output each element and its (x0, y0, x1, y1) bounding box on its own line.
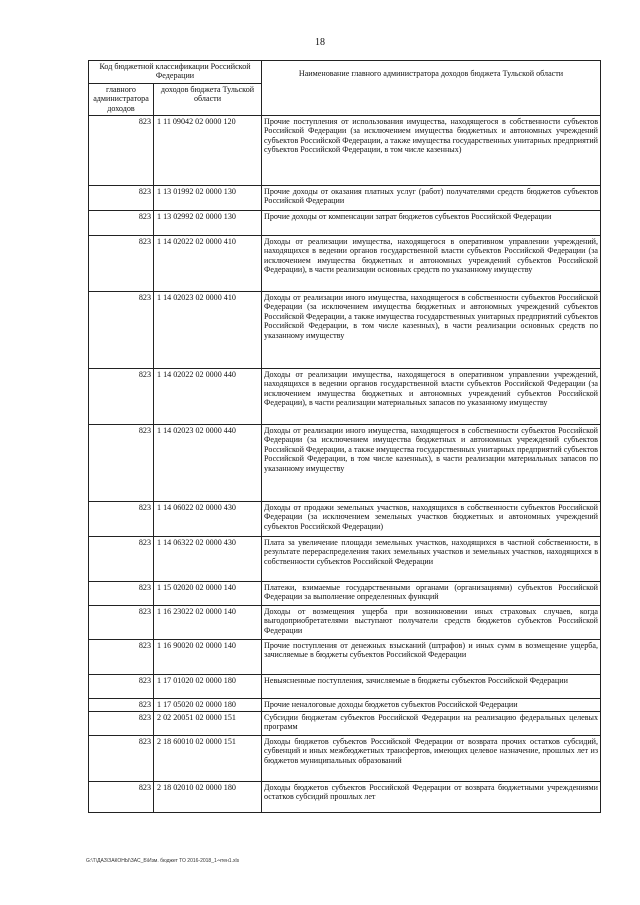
table-row (89, 582, 601, 606)
income-name-cell: Прочие поступления от использования имущества, находящегося в собственности субъектов Российской Федерации (за исключением имущества бюджетных и автономных учреждений субъектов Российской Федерации, а также имущества государственных унитарных предприятий субъектов Российской Федерации, в том числе казенных) (262, 116, 601, 186)
income-admin-table (88, 60, 601, 813)
table-row (89, 699, 601, 712)
admin-code-cell: 823 (89, 186, 154, 211)
admin-code-cell: 823 (89, 537, 154, 582)
table-row (89, 236, 601, 292)
admin-code-cell: 823 (89, 425, 154, 502)
income-code-cell: 1 14 02022 02 0000 410 (154, 236, 262, 292)
file-path-footer: G:\Т\ДАЗ\ЗАКОНЫ\ЗАС_Б\Изм. бюджет ТО 2016-2018_1-чтен1.xls (86, 858, 240, 864)
income-name-cell: Доходы от реализации имущества, находящегося в оперативном управлении учреждений, находящихся в ведении органов государственной власти субъектов Российской Федерации (за исключением имущества бюджетных и автономных учреждений субъектов Российской Федерации), в части реализации материальных запасов по указанному имуществу (262, 369, 601, 425)
header-income: доходов бюджета Тульской области (154, 84, 262, 116)
admin-code-cell: 823 (89, 369, 154, 425)
income-name-cell: Доходы от продажи земельных участков, находящихся в собственности субъектов Российской Федерации (за исключением земельных участков бюджетных и автономных учреждений субъектов Российской Федерации) (262, 502, 601, 537)
income-code-cell: 2 18 02010 02 0000 180 (154, 782, 262, 813)
income-code-cell: 1 16 90020 02 0000 140 (154, 640, 262, 675)
table-row (89, 736, 601, 782)
admin-code-cell: 823 (89, 712, 154, 736)
income-name-cell: Доходы бюджетов субъектов Российской Федерации от возврата бюджетными учреждениями остатков субсидий прошлых лет (262, 782, 601, 813)
income-code-cell: 1 14 06022 02 0000 430 (154, 502, 262, 537)
income-name-cell: Доходы от реализации иного имущества, находящегося в собственности субъектов Российской Федерации (за исключением имущества бюджетных и автономных учреждений субъектов Российской Федерации, а также имущества государственных унитарных предприятий субъектов Российской Федерации, в том числе казенных), в части реализации материальных запасов по указанному имуществу (262, 425, 601, 502)
income-code-cell: 1 17 05020 02 0000 180 (154, 699, 262, 712)
income-name-cell: Прочие доходы от оказания платных услуг (работ) получателями средств бюджетов субъектов Российской Федерации (262, 186, 601, 211)
income-name-cell: Субсидии бюджетам субъектов Российской Федерации на реализацию федеральных целевых программ (262, 712, 601, 736)
admin-code-cell: 823 (89, 675, 154, 699)
table-row (89, 640, 601, 675)
income-name-cell: Прочие поступления от денежных взысканий (штрафов) и иных сумм в возмещение ущерба, зачисляемые в бюджеты субъектов Российской Федерации (262, 640, 601, 675)
page-number: 18 (315, 37, 325, 48)
income-code-cell: 2 18 60010 02 0000 151 (154, 736, 262, 782)
income-name-cell: Платежи, взимаемые государственными органами (организациями) субъектов Российской Федерации за выполнение определенных функций (262, 582, 601, 606)
income-name-cell: Доходы от реализации имущества, находящегося в оперативном управлении учреждений, находящихся в ведении органов государственной власти субъектов Российской Федерации (за исключением имущества бюджетных и автономных учреждений субъектов Российской Федерации), в части реализации основных средств по указанному имуществу (262, 236, 601, 292)
income-name-cell: Плата за увеличение площади земельных участков, находящихся в частной собственности, в результате перераспределения таких земельных участков и земельных участков, находящихся в собственности субъектов Российской Федерации (262, 537, 601, 582)
admin-code-cell: 823 (89, 782, 154, 813)
income-code-cell: 1 14 02023 02 0000 440 (154, 425, 262, 502)
admin-code-cell: 823 (89, 736, 154, 782)
table-row (89, 211, 601, 236)
admin-code-cell: 823 (89, 211, 154, 236)
income-code-cell: 1 16 23022 02 0000 140 (154, 606, 262, 640)
admin-code-cell: 823 (89, 606, 154, 640)
income-name-cell: Доходы бюджетов субъектов Российской Федерации от возврата прочих остатков субсидий, субвенций и иных межбюджетных трансфертов, имеющих целевое назначение, прошлых лет из бюджетов муниципальных образований (262, 736, 601, 782)
income-name-cell: Прочие доходы от компенсации затрат бюджетов субъектов Российской Федерации (262, 211, 601, 236)
income-code-cell: 2 02 20051 02 0000 151 (154, 712, 262, 736)
header-code-group: Код бюджетной классификации Российской Федерации (89, 61, 262, 84)
table-row (89, 537, 601, 582)
income-code-cell: 1 17 01020 02 0000 180 (154, 675, 262, 699)
income-code-cell: 1 15 02020 02 0000 140 (154, 582, 262, 606)
income-name-cell: Доходы от реализации иного имущества, находящегося в собственности субъектов Российской Федерации (за исключением имущества бюджетных и автономных учреждений субъектов Российской Федерации, а также имущества государственных унитарных предприятий субъектов Российской Федерации, в том числе казенных), в части реализации основных средств по указанному имуществу (262, 292, 601, 369)
table-row (89, 502, 601, 537)
income-code-cell: 1 13 02992 02 0000 130 (154, 211, 262, 236)
table-row (89, 369, 601, 425)
admin-code-cell: 823 (89, 502, 154, 537)
table-row (89, 606, 601, 640)
table-row (89, 782, 601, 813)
table-row (89, 116, 601, 186)
income-code-cell: 1 11 09042 02 0000 120 (154, 116, 262, 186)
admin-code-cell: 823 (89, 116, 154, 186)
income-name-cell: Невыясненные поступления, зачисляемые в бюджеты субъектов Российской Федерации (262, 675, 601, 699)
header-admin: главного администратора доходов (89, 84, 154, 116)
table-row (89, 186, 601, 211)
table-row (89, 425, 601, 502)
income-name-cell: Доходы от возмещения ущерба при возникновении иных страховых случаев, когда выгодоприобретателями выступают получатели средств бюджетов субъектов Российской Федерации (262, 606, 601, 640)
income-code-cell: 1 14 02023 02 0000 410 (154, 292, 262, 369)
admin-code-cell: 823 (89, 582, 154, 606)
header-name: Наименование главного администратора доходов бюджета Тульской области (262, 61, 601, 116)
income-code-cell: 1 13 01992 02 0000 130 (154, 186, 262, 211)
income-code-cell: 1 14 02022 02 0000 440 (154, 369, 262, 425)
table-row (89, 292, 601, 369)
admin-code-cell: 823 (89, 236, 154, 292)
admin-code-cell: 823 (89, 292, 154, 369)
table-row (89, 675, 601, 699)
table-row (89, 712, 601, 736)
admin-code-cell: 823 (89, 640, 154, 675)
income-code-cell: 1 14 06322 02 0000 430 (154, 537, 262, 582)
income-name-cell: Прочие неналоговые доходы бюджетов субъектов Российской Федерации (262, 699, 601, 712)
admin-code-cell: 823 (89, 699, 154, 712)
